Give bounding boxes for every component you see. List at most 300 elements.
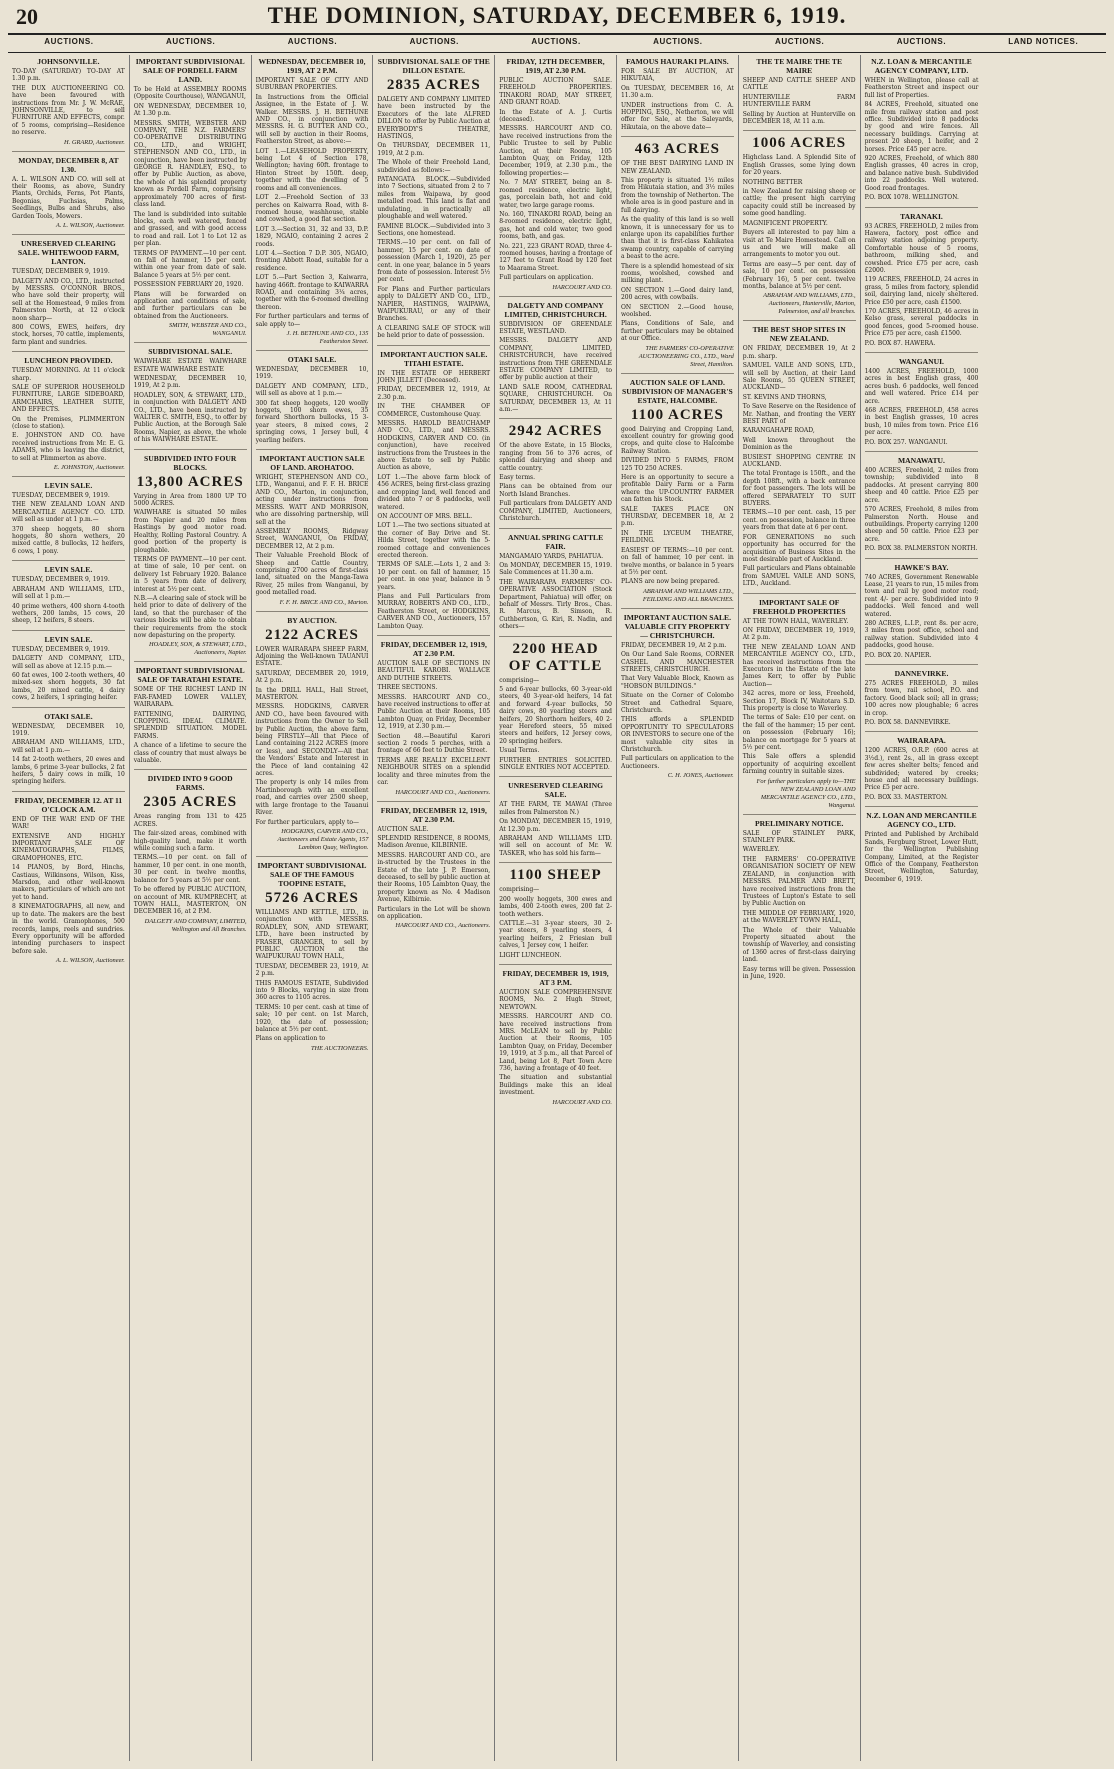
ad-text: TUESDAY, DECEMBER 23, 1919, At 2 p.m. (255, 962, 369, 978)
newspaper-title: THE DOMINION, SATURDAY, DECEMBER 6, 1919. (267, 3, 847, 28)
ad-column (617, 55, 739, 1761)
advertisement (865, 212, 979, 354)
ad-text: Usual Terms. (499, 747, 540, 755)
ad-text: 93 ACRES, FREEHOLD, 2 miles from Hawera, factory, post office and railway station adjoining property. Comfortable house of 5 rooms, bathroom, milking shed, and cowshed. Price £75 per acre, cash £2000. (864, 222, 979, 274)
ad-text: DIVIDED INTO 5 FARMS, FROM 125 TO 250 ACRES. (620, 457, 734, 472)
ad-text: UNDER instructions from C. A. HOPPING, ESQ., Netherton, we will offer for Sale, at the Saleyards, Hikutaia, on the above date— (620, 101, 734, 131)
ad-text: On THURSDAY, DECEMBER 11, 1919, At 2 p.m. (377, 142, 491, 157)
ad-text: The Whole of their Valuable Property situated about the township of Waverley, and consisting of 1360 acres of first-class dairying land. (742, 926, 856, 964)
column-heading: AUCTIONS. (653, 37, 703, 46)
ad-text: ON WEDNESDAY, DECEMBER 10, At 1.30 p.m. (133, 102, 247, 118)
ad-text: AUCTION SALE COMPREHENSIVE ROOMS, No. 2 Hugh Street, NEWTOWN. (499, 988, 612, 1011)
ad-heading: IMPORTANT AUCTION SALE. VALUABLE CITY PROPERTY— CHRISTCHURCH. (623, 612, 732, 640)
ad-text: good Dairying and Cropping Land, excellent country for growing good crops, and quite close to Halcombe Railway Station. (620, 425, 734, 455)
ad-text: MESSRS. HARCOURT AND CO., are in-structed by the Trustees in the Estate of the late J. P. Emerson, deceased, to sell by public auction at their Rooms, 105 Lambton Quay, the property known as No. 4 Madison Avenue, Kilbirnie. (377, 851, 491, 904)
ad-heading: N.Z. LOAN & MERCANTILE AGENCY COMPANY, LTD. (871, 57, 972, 75)
ad-heading: FRIDAY, DECEMBER 12. AT 11 O'CLOCK A.M. (14, 795, 123, 814)
ad-text: 740 ACRES, Government Renewable Lease, 21 years to run, 15 miles from town and rail by good motor road; rent 4/- per acre. Subdivided into 9 paddocks. Well fenced and well watered. (864, 573, 979, 618)
column-heading: AUCTIONS. (287, 37, 338, 46)
ad-text: Full particulars from DALGETY AND COMPANY, LIMITED, Auctioneers, Christchurch. (499, 500, 612, 523)
ad-text: ASSEMBLY ROOMS, Ridgway Street, WANGANUI, On FRIDAY, DECEMBER 12, At 2 p.m. (255, 527, 369, 550)
ad-text: WRIGHT, STEPHENSON AND CO., LTD., Wanganui, and F. F. H. BRICE AND CO., Marton, in conjunction, acting under instructions from MESSRS. WATT AND MORRISON, who are dissolving partnership, will sell at the (255, 474, 369, 526)
ad-text: Plans can be obtained from our North Island Branches. (499, 483, 612, 498)
advertisement (499, 969, 612, 1111)
ad-text: TUESDAY MORNING. At 11 o'clock sharp. (12, 367, 125, 382)
ad-text: Situate on the Corner of Colombo Street and Cathedral Square, Christchurch. (620, 692, 734, 714)
advertisement (377, 57, 490, 346)
advertisement (743, 819, 856, 986)
ad-text: POSSESSION FEBRUARY 20, 1920. (133, 281, 244, 289)
ad-text: Section 48.—Beautiful Karori section 2 roods 5 perches, with a frontage of 66 feet to Duthie Street. (377, 732, 491, 755)
ad-text: SALE OF STAINLEY PARK, STAINLEY PARK. (742, 829, 856, 845)
ad-text: THE NEW ZEALAND LOAN AND MERCANTILE AGENCY CO., LTD., has received instructions from the Executors in the Estate of the late James Kerr, to offer by Public Auction— (742, 643, 856, 688)
ad-heading: LEVIN SALE. (44, 481, 93, 491)
ad-text: TUESDAY, DECEMBER 9, 1919. (12, 268, 110, 276)
ad-heading: LEVIN SALE. (44, 565, 93, 575)
ad-heading: SUBDIVIDED INTO FOUR BLOCKS. (144, 453, 237, 472)
advertisement (12, 156, 125, 235)
ad-heading: FRIDAY, DECEMBER 12, 1919, AT 2.30 P.M. (380, 640, 487, 658)
column-heading: AUCTIONS. (531, 37, 581, 46)
ad-text: No. 7 MAY STREET, being an 8-roomed residence, electric light, gas, porcelain bath, hot and cold water, two large garage rooms. (499, 179, 612, 209)
ad-text: Full particulars and Plans obtainable from SAMUEL VAILE AND SONS, LTD., Auckland. (742, 565, 856, 588)
ad-text: Well known throughout the Dominion as the (742, 436, 856, 452)
ad-heading: UNRESERVED CLEARING SALE. (508, 781, 604, 800)
advertisement (621, 57, 734, 137)
ad-text: LOT 4.—Section 7 D.P. 305, NGAIO, fronting Abbott Road, suitable for a residence. (255, 249, 369, 272)
ad-text: TERMS OF SALE.—Lots 1, 2 and 3: 10 per cent. on fall of hammer, 15 per cent. in one year, balance in 5 years. (377, 561, 491, 591)
ad-text: BUSIEST SHOPPING CENTRE IN AUCKLAND. (742, 453, 856, 469)
ad-text: comprising— (499, 676, 540, 684)
ad-text: Selling by Auction at Hunterville on DECEMBER 18, At 11 a.m. (742, 110, 856, 126)
ad-text: The fair-sized areas, combined with high-quality land, make it worth while coming such a farm. (133, 830, 247, 853)
advertisement (499, 781, 612, 863)
ad-text: A chance of a lifetime to secure the class of country that must always be valuable. (133, 742, 247, 765)
advertisement (256, 616, 369, 857)
ad-text: KARANGAHAPE ROAD, (742, 427, 815, 435)
ad-column (252, 55, 374, 1761)
ad-signature: E. JOHNSTON, Auctioneer. (53, 464, 125, 472)
ad-heading: FRIDAY, DECEMBER 12, 1919, AT 2.30 P.M. (380, 805, 487, 824)
ad-text: No. 160, TINAKORI ROAD, being an 8-roomed residence, electric light, gas, hot and cold water, two good rooms, bath, and gas. (499, 210, 612, 241)
ad-text: AUCTION SALE OF SECTIONS IN BEAUTIFUL KAROBI. WALLACE AND DUTHIE STREETS. (377, 660, 491, 682)
ad-heading: LEVIN SALE. (44, 634, 93, 644)
ad-text: MESSRS. HODGKINS, CARVER AND CO., have been favoured with instructions from the Owner to Sell by Public Auction, the above farm, being FIRSTLY—All that Piece of Land containing 2122 ACRES (more or less), and SECONDLY—All that the Vendors' Estate and Interest in the Piece of land containing 42 acres. (255, 703, 369, 778)
column-heading: AUCTIONS. (44, 37, 94, 46)
ad-signature: ABRAHAM AND WILLIAMS, LTD., Auctioneers, Hunterville, Marton, Palmerston, and all branches. (763, 292, 856, 316)
ad-text: DALGETY AND COMPANY, LTD., will sell as above at 1 p.m.— (255, 382, 369, 398)
ad-text: This property is situated 1½ miles from Hikutaia station, and 3½ miles from the township of Netherton. The whole area is in good pasture and in full dairying. (620, 177, 734, 214)
ad-text: THE FARMERS' CO-OPERATIVE ORGANISATION SOCIETY OF NEW ZEALAND, in conjunction with MESSRS. PALMER AND BRETT, have received instructions from the Trustees of Lupton's Estate to sell by Public Auction on (742, 855, 856, 908)
ad-signature: THE AUCTIONEERS. (310, 1044, 369, 1052)
ad-heading: BY AUCTION. (287, 615, 337, 625)
ad-text: MESSRS. DALGETY AND COMPANY, LIMITED, CHRISTCHURCH, have received instructions from THE GREENDALE ESTATE COMPANY LIMITED, to offer by public auction at their (499, 337, 612, 382)
ad-heading: IMPORTANT AUCTION SALE OF LAND. AROHATOO. (259, 454, 365, 473)
ad-text: E. JOHNSTON AND CO. have received instructions from Mr. E. G. ADAMS, who is leaving the district, to sell at Plimmerton as above. (12, 432, 125, 462)
ad-display-figure: 5726 ACRES (265, 889, 359, 906)
ad-text: On MONDAY, DECEMBER 15, 1919. Sale Commences at 11.30 a.m. (499, 561, 612, 577)
ad-column (130, 55, 252, 1761)
ad-signature: ABRAHAM AND WILLIAMS LTD., FEILDING AND ALL BRANCHES. (642, 587, 734, 603)
ad-text: AT THE TOWN HALL, WAVERLEY. (742, 617, 849, 625)
ad-text: The total Frontage is 150ft., and the depth 108ft., with a back entrance for foot passengers. The lots will be offered SEPARATELY TO SUIT BUYERS. (742, 470, 856, 508)
advertisement (12, 239, 125, 352)
ad-text: ABRAHAM AND WILLIAMS, LTD., will sell at 1 p.m.— (12, 739, 125, 754)
ad-text: On MONDAY, DECEMBER 15, 1919, At 12.30 p.m. (499, 818, 612, 833)
ad-text: In the Estate of A. J. Curtis (deceased). (499, 108, 612, 124)
ad-text: WHEN in Wellington, please call at Featherston Street and inspect our full list of Properties. (864, 77, 979, 99)
ad-signature: HARCOURT AND CO. (552, 283, 612, 291)
ad-text: END OF THE WAR! END OF THE WAR! (12, 815, 125, 831)
ad-text: Full particulars on application to the Auctioneers. (620, 755, 734, 770)
ad-text: DALGETY AND CO., LTD., instructed by MESSRS. O'CONNOR BROS., who have sold their property, will sell at the Homestead, 9 miles from Palmerston North, at 12 o'clock noon sharp— (12, 277, 125, 322)
ad-signature: C. H. JONES, Auctioneer. (667, 772, 734, 780)
ad-text: TERMS.—10 per cent. on fall of hammer, 10 per cent. in one month, 30 per cent. in twelve months, balance for 5 years at 5½ per cent. (133, 854, 247, 884)
advertisement (865, 456, 979, 558)
ad-display-figure: 2835 ACRES (386, 77, 481, 93)
ad-text: The Whole of their Freehold Land, subdivided as follows:— (377, 159, 491, 174)
ad-text: That Very Valuable Block, Known as "HOBSON BUILDINGS." (620, 675, 734, 690)
ad-text: SHEEP AND CATTLE SHEEP AND CATTLE (742, 77, 856, 92)
ad-text: THE DUX AUCTIONEERING CO. have been favoured with instructions from Mr. J. W. McRAE, JOHNSONVILLE, to sell FURNITURE AND EFFECTS, compr. of 5 rooms, comprising—Residence no reserve. (12, 84, 125, 137)
ad-text: IN THE LYCEUM THEATRE, FEILDING. (620, 529, 734, 545)
ad-text: THE NEW ZEALAND LOAN AND MERCANTILE AGENCY CO. LTD. will sell as under at 1 p.m.— (12, 501, 125, 524)
advertisement (377, 806, 490, 935)
ad-text: SATURDAY, DECEMBER 20, 1919, At 2 p.m. (255, 669, 369, 685)
ad-text: ABRAHAM AND WILLIAMS LTD. will sell on account of Mr. W. TASKER, who has sold his farm— (499, 835, 612, 857)
masthead (0, 0, 1114, 34)
ad-signature: For further particulars apply to—THE NEW ZEALAND LOAN AND MERCANTILE AGENCY CO., LTD., Wanganui. (756, 777, 856, 809)
ad-text: AUCTION SALE. (377, 825, 429, 833)
advertisement (377, 350, 490, 636)
ad-signature: F. F. H. BRICE AND CO., Marton. (279, 598, 369, 606)
heading-rule (8, 52, 1106, 53)
ad-text: LIGHT LUNCHEON. (499, 951, 562, 959)
ad-heading: SUBDIVISIONAL SALE OF THE DILLON ESTATE. (377, 57, 490, 75)
ad-text: DALGETY AND COMPANY, LTD., will sell as above at 12.15 p.m.— (12, 655, 125, 670)
ad-text: TO-DAY (SATURDAY) TO-DAY AT 1.30 p.m. (12, 68, 125, 83)
ad-text: To be offered by PUBLIC AUCTION, on account of MR. KUMPRECHT, at TOWN HALL, MASTERTON, ON DECEMBER 16, at 2 P.M. (133, 886, 247, 916)
ad-text: ON SECTION 2.—Good house, woolshed. (620, 303, 734, 318)
ad-text: In the DRILL HALL, Hall Street, MASTERTON. (255, 686, 369, 701)
ad-heading: IMPORTANT SUBDIVISIONAL SALE OF PORDELL FARM LAND. (135, 57, 245, 84)
ad-text: EASIEST OF TERMS:—10 per cent. on fall of hammer, 10 per cent. in twelve months, or balance in 5 years at 5½ per cent. (620, 546, 734, 576)
ad-text: This Sale offers a splendid opportunity of acquiring excellent farming country in suitable sizes. (742, 753, 856, 776)
ad-text: Here is an opportunity to secure a profitable Dairy Farm or a Farm where the UP-COUNTRY FARMER can fatten his Stock. (620, 474, 734, 504)
ad-heading: DIVIDED INTO 9 GOOD FARMS. (147, 774, 233, 793)
advertisement (865, 736, 979, 807)
advertisement (12, 481, 125, 561)
ad-text: SOME OF THE RICHEST LAND IN FAR-FAMED LOWER VALLEY, WAIRARAPA. (133, 686, 247, 709)
advertisement (743, 57, 856, 131)
ad-text: FRIDAY, DECEMBER 12, 1919, At 2.30 p.m. (377, 386, 491, 401)
ad-signature: HARCOURT AND CO., Auctioneers. (395, 788, 491, 796)
ad-text: Areas ranging from 131 to 425 ACRES. (133, 813, 247, 828)
ad-text: For Plans and Further particulars apply to DALGETY AND CO., LTD., NAPIER, HASTINGS, WAIPAWA, WAIPUKURAU, or any of their Branches. (377, 285, 491, 323)
advertisement (377, 640, 490, 802)
masthead-rule (8, 33, 1106, 35)
ad-text: On TUESDAY, DECEMBER 16, At 11.30 a.m. (620, 84, 734, 100)
ad-signature: THE FARMERS' CO-OPERATIVE AUCTIONEERING CO., LTD., Ward Street, Hamilton. (638, 344, 734, 368)
ad-heading: WANGANUI. (899, 357, 944, 366)
ad-text: THREE SECTIONS. (377, 684, 438, 692)
ad-text: For further particulars, apply to— (255, 818, 359, 826)
advertisement (12, 356, 125, 477)
advertisement (743, 135, 856, 321)
ad-text: In Instructions from the Official Assignee, in the Estate of J. W. Walker. MESSRS. J. H. BETHUNE AND CO., in conjunction with MESSRS. H. G. BUTTER AND CO., will sell by auction in their Rooms, Featherston Street, as above:— (255, 93, 369, 146)
column-heading: AUCTIONS. (409, 37, 459, 46)
ad-text: NOTHING BETTER (742, 178, 803, 186)
ad-text: P.O. BOX 38. PALMERSTON NORTH. (864, 545, 978, 553)
ad-text: 570 ACRES, Freehold, 8 miles from Palmerston North. House and outbuildings. Property carrying 1200 sheep and 50 cattle. Price £23 per acre. (864, 506, 979, 543)
ad-text: MESSRS. HAROLD BEAUCHAMP AND CO., LTD., and MESSRS. HODGKINS, CARVER AND CO. (in conjunction), have received instructions from the Trustees in the above Estate to sell by Public Auction as above, (377, 420, 491, 472)
ad-signature: HARCOURT AND CO., Auctioneers. (395, 922, 491, 930)
advertisement (499, 301, 612, 420)
ad-heading: IMPORTANT SALE OF FREEHOLD PROPERTIES (752, 597, 846, 616)
advertisement (134, 454, 247, 663)
ad-text: 468 ACRES, FREEHOLD, 458 acres in best English grasses, 10 acres bush, 10 miles from town. Price £16 per acre. (864, 407, 979, 437)
ad-text: The situation and substantial Buildings make this an ideal investment. (499, 1074, 612, 1097)
ad-display-figure: 2305 ACRES (143, 794, 238, 811)
ad-text: THIS affords a SPLENDID OPPORTUNITY TO SPECULATORS OR INVESTORS to secure one of the most valuable city sites in Christchurch. (620, 716, 734, 753)
ad-heading: WEDNESDAY, DECEMBER 10, 1919, AT 2 P.M. (258, 57, 366, 75)
ad-text: Easy terms will be given. Possession in June, 1920. (742, 965, 856, 980)
ad-text: Full particulars on application. (499, 274, 594, 282)
ad-text: On the Premises, PLIMMERTON (close to station). (12, 415, 125, 430)
ad-heading: MONDAY, DECEMBER 8, AT 1.30. (18, 155, 119, 174)
ad-heading: SUBDIVISIONAL SALE. (148, 347, 233, 357)
ad-signature: SMITH, WEBSTER AND CO., WANGANUI. (168, 322, 247, 338)
ad-heading: FRIDAY, 12TH DECEMBER, 1919, AT 2.30 P.M. (506, 57, 605, 75)
ad-text: ON SECTION 1.—Good dairy land, 200 acres, with cowbails. (620, 286, 734, 302)
ad-text: FAMINE BLOCK.—Subdivided into 3 Sections, one homestead. (377, 222, 491, 237)
advertisement (256, 861, 369, 1057)
ad-text: N.B.—A clearing sale of stock will be held prior to date of delivery of the land, so that the purchaser of the various blocks will be able to obtain their requirements from the stock now depasturing on the property. (133, 594, 247, 639)
ad-text: FURTHER ENTRIES SOLICITED. SINGLE ENTRIES NOT ACCEPTED. (499, 756, 612, 772)
ad-text: On Our Land Sale Rooms, CORNER CASHEL AND MANCHESTER STREETS, CHRISTCHURCH. (620, 651, 734, 673)
ad-signature: HODGKINS, CARVER AND CO., Auctioneers and Estate Agents, 157 Lambton Quay, Wellington. (277, 827, 369, 851)
ad-text: A CLEARING SALE OF STOCK will be held prior to date of possession. (377, 324, 491, 340)
ad-text: Of the above Estate, in 15 Blocks, ranging from 56 to 376 acres, of splendid dairying and sheep and cattle country. (499, 442, 612, 472)
ad-text: TERMS OF PAYMENT.—10 per cent. on fall of hammer, 15 per cent. within one year from date of sale. Balance 5 years at 5½ per cent. (133, 249, 247, 279)
ad-text: To be Held at ASSEMBLY ROOMS (Opposite Courthouse), WANGANUI, (133, 86, 247, 101)
ad-column (495, 55, 617, 1761)
ad-text: EXTENSIVE AND HIGHLY IMPORTANT SALE OF KINEMATOGRAPHS, FILMS, GRAMOPHONES, ETC. (12, 832, 125, 862)
advertisement (743, 325, 856, 593)
ad-text: P.O. BOX 257. WANGANUI. (864, 438, 948, 446)
ad-text: Particulars in the Lot will be shown on application. (377, 905, 491, 920)
ad-text: 1400 ACRES, FREEHOLD, 1000 acres in best English grass, 400 acres bush. 6 paddocks, well fenced and well watered. Price £14 per acre. (864, 368, 979, 405)
ad-text: 8 KINEMATOGRAPHS, all new, and up to date. The makers are the best in the world. Gramophones, 500 records, lamps, reels and sundries. Every opportunity will be afforded intending purchasers to inspect before sale. (12, 903, 125, 955)
ad-text: Highclass Land. A Splendid Site of English Grasses, some lying down for 20 years. (742, 154, 856, 177)
ad-text: THE MIDDLE OF FEBRUARY, 1920, at the WAVERLEY TOWN HALL, (742, 909, 856, 925)
ad-text: WEDNESDAY, DECEMBER 10, 1919, At 2 p.m. (133, 375, 247, 390)
ad-text: P.O. BOX 1078. WELLINGTON. (864, 194, 959, 202)
ad-text: TUESDAY, DECEMBER 9, 1919. (12, 645, 110, 653)
ad-text: TERMS ARE REALLY EXCELLENT NEIGHBOUR SITES on a splendid locality and three minutes from the car. (377, 756, 491, 787)
ad-text: LOT 5.—Part Section 3, Kaiwarra, having 466ft. frontage to KAIWARRA ROAD, and containing 3¼ acres, together with the 6-roomed dwelling thereon. (255, 274, 369, 311)
ad-text: No. 221, 223 GRANT ROAD, three 4-roomed houses, having a frontage of 127 feet to Grant Road by 120 feet to Maarama Street. (499, 242, 612, 272)
ad-text: There is a splendid homestead of six rooms, woolshed, cowshed and milking plant. (620, 262, 734, 285)
ad-text: ON FRIDAY, DECEMBER 19, 1919, At 2 p.m. (742, 626, 856, 642)
ad-text: 400 ACRES, Freehold, 2 miles from township; subdivided into 8 paddocks. At present carrying 800 sheep and 40 cattle. Price £25 per acre. (864, 467, 979, 504)
ad-column (739, 55, 861, 1761)
ad-heading: THE TE MAIRE THE TE MAIRE (756, 57, 843, 75)
ad-text: in New Zealand for raising sheep or cattle; the present high carrying capacity could still be increased by some good handling. (742, 188, 856, 218)
column-heading: AUCTIONS. (896, 37, 947, 46)
column-heading: AUCTIONS. (165, 37, 216, 46)
ad-heading: HAWKE'S BAY. (894, 562, 949, 572)
ad-heading: IMPORTANT SUBDIVISIONAL SALE OF THE FAMOUS TOOPINE ESTATE, (257, 860, 367, 888)
ad-text: AT THE FARM, TE MAWAI (Three miles from Palmerston N.) (499, 801, 612, 816)
ad-text: TUESDAY, DECEMBER 9, 1919. (12, 576, 110, 584)
ad-text: HOADLEY, SON, & STEWART, LTD., in conjunction with DALGETY AND CO., LTD., have been instructed by WALTER C. SMITH, ESQ., to offer by Public Auction, at the Borough Sale Rooms, Napier, as above, the whole of his WAIWHARE ESTATE. (133, 391, 247, 444)
ad-display-figure: 2122 ACRES (265, 626, 359, 643)
ad-text: FRIDAY, DECEMBER 19, At 2 p.m. (620, 641, 727, 649)
ad-heading: AUCTION SALE OF LAND. SUBDIVISION OF MANAGER'S ESTATE, HALCOMBE. (622, 377, 733, 405)
ad-heading: N.Z. LOAN AND MERCANTILE AGENCY CO., LTD. (866, 811, 977, 830)
ad-display-figure: 463 ACRES (634, 141, 721, 158)
ad-text: 60 fat ewes, 100 2-tooth wethers, 40 mixed-sex shorn hoggets, 30 fat lambs, 20 mixed cattle, 4 dairy cows, 2 heifers, 1 springing heifer. (12, 671, 125, 702)
ad-text: Varying in Area from 1800 UP TO 5000 ACRES. (133, 492, 247, 508)
ad-text: 920 ACRES, Freehold, of which 880 English grasses, 40 acres in crop, and balance native bush. Subdivided into 22 paddocks. Well watered. Good road frontages. (864, 155, 979, 192)
ad-text: ON ACCOUNT OF MRS. BELL. (377, 512, 473, 520)
ad-text: 342 acres, more or less, Freehold, Section 17, Block IV, Waitotara S.D. This property is close to Waverley. (742, 690, 856, 712)
ad-heading: TARANAKI. (900, 211, 943, 221)
ad-text: 370 sheep hoggets, 80 shorn hoggets, 80 shorn wethers, 20 mixed cattle, 8 bullocks, 12 heifers, 6 cows, 1 pony. (12, 525, 125, 555)
ad-signature: HARCOURT AND CO. (552, 1098, 612, 1106)
ad-text: IN THE CHAMBER OF COMMERCE, Customhouse Quay. (377, 403, 491, 418)
ad-heading: ANNUAL SPRING CATTLE FAIR. (507, 532, 604, 551)
ad-signature: H. GRARD, Auctioneer. (64, 138, 125, 146)
ad-heading: DALGETY AND COMPANY LIMITED, CHRISTCHURCH. (504, 300, 607, 319)
advertisement (12, 796, 125, 969)
ad-display-figure: 1100 ACRES (630, 406, 724, 423)
ad-text: As the quality of this land is so well known, it is unnecessary for us to enlarge upon its capabilities further than that it is first-class Kahikatea swamp country, capable of carrying a beast to the acre. (620, 216, 734, 261)
ad-text: LOT 1.—The two sections situated at the corner of Bay Drive and St. Hilda Street, together with the 5-roomed cottage and conveniences erected thereon. (377, 522, 491, 559)
ad-text: 40 prime wethers, 400 shorn 4-tooth wethers, 200 lambs, 15 cows, 20 sheep, 12 heifers, 8 steers. (12, 602, 125, 625)
ad-text: PUBLIC AUCTION SALE. FREEHOLD PROPERTIES. TINAKORI ROAD, MAY STREET, AND GRANT ROAD. (499, 77, 612, 107)
ad-display-figure: 2200 HEAD OF CATTLE (508, 640, 603, 674)
advertisement (134, 666, 247, 770)
ad-text: 14 fat 2-tooth wethers, 20 ewes and lambs, 6 prime 3-year bullocks, 2 fat heifers, 5 dairy cows in milk, 10 springing heifers. (12, 756, 125, 786)
ad-text: comprising— (499, 886, 540, 894)
ad-text: P.O. BOX 33. MASTERTON. (864, 793, 948, 801)
advertisement (499, 533, 612, 637)
ad-text: WAVERLEY. (742, 846, 780, 854)
ad-heading: IMPORTANT SUBDIVISIONAL SALE OF TARATAHI ESTATE. (135, 666, 245, 685)
ad-text: LAND SALE ROOM, CATHEDRAL SQUARE, CHRISTCHURCH. On SATURDAY, DECEMBER 13, At 11 a.m.— (499, 383, 612, 414)
advertisement (134, 774, 247, 937)
ad-text: TERMS OF PAYMENT.—10 per cent. at time of sale, 10 per cent. on delivery 1st February 1920. Balance in 5 years from date of delivery, interest at 5½ per cent. (133, 555, 247, 593)
advertisement (499, 867, 612, 965)
ad-signature: HOADLEY, SON, & STEWART, LTD., Auctioneers, Napier. (148, 641, 247, 657)
ad-text: LOT 3.—Section 31, 32 and 33, D.P. 1829, NGAIO, containing 2 acres 2 roods. (255, 225, 369, 248)
ad-heading: IMPORTANT AUCTION SALE. TITAHI ESTATE. (380, 349, 488, 368)
ad-text: MESSRS. HARCOURT AND CO. have received instructions from MRS. McLEAN to sell by Public Auction at their Rooms, 105 Lambton Quay, on Friday, December 19, 1919, at 3 p.m., all that Parcel of Land, being Lot 8, Part Town Acre 736, having a frontage of 40 feet. (499, 1013, 612, 1072)
ad-text: WEDNESDAY, DECEMBER 10, 1919. (255, 366, 369, 381)
ad-text: 84 ACRES, Freehold, situated one mile from railway station and post office. Subdivided into 8 paddocks by good and wire fences. All necessary buildings. Carrying at present 20 sheep, 1 heifer, and 2 horses. Price £45 per acre. (864, 101, 979, 153)
ad-text: ABRAHAM AND WILLIAMS, LTD., will sell at 1 p.m.— (12, 585, 125, 601)
advertisement (499, 57, 612, 297)
ad-signature: A. L. WILSON, Auctioneer. (55, 222, 125, 230)
ad-text: Plans on application to (255, 1035, 326, 1043)
advertisement (256, 57, 369, 351)
ad-text: Their Valuable Freehold Block of Sheep and Cattle Country, comprising 2700 acres of first-class land, situated on the Manga-Tawa River, 25 miles from Wanganui, by good metalled road. (255, 552, 369, 597)
ad-text: ON FRIDAY, DECEMBER 19, At 2 p.m. sharp. (742, 345, 856, 360)
ad-column (861, 55, 983, 1761)
advertisement (499, 423, 612, 528)
ad-text: P.O. BOX 58. DANNEVIRKE. (864, 719, 951, 727)
ad-heading: DANNEVIRKE. (894, 669, 949, 678)
advertisement (621, 378, 734, 609)
ad-text: 14 PIANOS, by Bord, Hinchs, Castiaus, Wilkinsons, Wilson, Kiss, Marsdon, and other well-known makers, particulars of which are not yet to hand. (12, 864, 125, 901)
ad-text: FOR GENERATIONS no such opportunity has occurred for the acquisition of Business Sites in the most desirable part of Auckland. (742, 533, 856, 563)
ad-text: FOR SALE BY AUCTION, AT HIKUTAIA, (620, 68, 734, 83)
ad-text: 1200 ACRES, O.R.P. (600 acres at 3½d.), rent 2s., all in grass except few acres shelter belts; fenced and subdivided; watered by creeks; house and all necessary buildings. Price £5 per acre. (864, 747, 979, 792)
ad-heading: LUNCHEON PROVIDED. (24, 356, 113, 366)
ad-text: 300 fat sheep hoggets, 120 woolly hoggets, 100 shorn ewes, 35 forward Shorthorn bullocks, 15 3-year steers, 8 mixed cows, 2 springing cows, 1 Jersey bull, 4 yearling heifers. (255, 399, 369, 444)
ad-text: MESSRS. HARCOURT AND CO. have received instructions from the Public Trustee to sell by Public Auction, at their Rooms, 105 Lambton Quay, on Friday, 12th December, 1919, at 2.30 p.m., the following properties:— (499, 125, 612, 177)
advertisement (621, 141, 734, 373)
ad-text: TUESDAY, DECEMBER 9, 1919. (12, 492, 110, 500)
ad-text: LOT 2.—Freehold Section of 33 perches on Kaiwarra Road, with 8-roomed house, washhouse, stable and cowshed, a good flat section. (255, 194, 369, 224)
ad-text: Terms are easy—5 per cent. day of sale, 10 per cent. on possession (February 16), 5 per cent. twelve months, balance at 5½ per cent. (742, 260, 856, 290)
ad-text: 280 ACRES, L.I.P., rent 8s. per acre, 3 miles from post office, school and railway station. Subdivided into 4 paddocks, good house. (864, 619, 979, 650)
ad-text: ST. KEVINS AND THORNS, (742, 393, 827, 401)
ad-text: HUNTERVILLE FARM HUNTERVILLE FARM (742, 93, 856, 109)
ad-heading: THE BEST SHOP SITES IN NEW ZEALAND. (752, 325, 846, 344)
ad-text: OF THE BEST DAIRYING LAND IN NEW ZEALAND. (620, 160, 734, 175)
advertisement (499, 641, 612, 778)
ad-text: A. L. WILSON AND CO. will sell at their Rooms, as above, Sundry Plants, Orchids, Ferns, Pot Plants, Begonias, Fuchsias, Palms, Seedlings, Bulbs and Shrubs, also Garden Tools, Mowers. (12, 175, 125, 220)
ad-display-figure: 13,800 ACRES (136, 473, 244, 490)
ad-heading: WAIRARAPA. (897, 736, 946, 746)
advertisement (865, 811, 979, 888)
ad-text: PATANGATA BLOCK.—Subdivided into 7 Sections, situated from 2 to 7 miles from Waipawa, by good metalled road. This land is flat and undulating, in practically all ploughable and well watered. (377, 176, 491, 221)
ad-text: P.O. BOX 87. HAWERA. (864, 339, 936, 347)
ad-text: SALE OF SUPERIOR HOUSEHOLD FURNITURE, LARGE SIDEBOARD, ARMCHAIRS, LEATHER SUITE, AND EFFECTS. (12, 383, 125, 414)
ad-heading: JOHNSONVILLE. (37, 57, 100, 66)
ad-text: Plans, Conditions of Sale, and further particulars may be obtained at our Office. (620, 320, 734, 343)
ad-text: 119 ACRES, FREEHOLD, 24 acres in grass, 5 miles from factory, splendid soil, dairying land, nicely sheltered. Price £50 per acre, cash £1500. (864, 276, 979, 306)
advertisement (865, 669, 979, 732)
ad-text: MESSRS. SMITH, WEBSTER AND COMPANY, THE N.Z. FARMERS' CO-OPERATIVE DISTRIBUTING CO., LTD., and WRIGHT, STEPHENSON AND CO., LTD., in conjunction, have been instructed by GEORGE R. HANDLEY, ESQ., to offer by Public Auction, as above, the whole of his splendid property known as Pordell Farm, comprising approximately 700 acres of first-class land. (133, 119, 247, 209)
advertisement (865, 563, 979, 665)
column-heading: LAND NOTICES. (1008, 37, 1079, 46)
ad-text: 800 COWS, EWES, heifers, dry stock, horses, 70 cattle, implements, farm plant and sundries. (12, 323, 125, 346)
ad-text: P.O. BOX 20. NAPIER. (864, 651, 932, 659)
ad-text: Plans will be forwarded on application and conditions of sale, and further particulars can be obtained from the Auctioneers. (133, 290, 247, 320)
ad-text: WILLIAMS AND KETTLE, LTD., in conjunction with MESSRS. ROADLEY, SON, AND STEWART, LTD., have been instructed by FRASER, GRANGER, to sell by PUBLIC AUCTION at the WAIPUKURAU TOWN HALL, (255, 908, 369, 961)
ad-text: LOT 1.—The above farm block of 456 ACRES, being first-class grazing and cropping land, well fenced and divided into 7 or 8 paddocks, well watered. (377, 473, 491, 511)
ad-text: FATTENING, DAIRYING, CROPPING. IDEAL CLIMATE. SPLENDID SITUATION. MODEL FARMS. (133, 710, 247, 740)
advertisement (134, 347, 247, 449)
advertisement (743, 598, 856, 815)
advertisement (12, 712, 125, 792)
advertisement (865, 57, 979, 208)
ad-text: THE WAIRARAPA FARMERS' CO-OPERATIVE ASSOCIATION (Stock Department, Pahiatua) will offer, on behalf of Messrs. Tirly Bros., Chas. R. Marcus, B. Simson, R. Cuthbertson, G. Kiri, R. Nadin, and others— (499, 578, 612, 631)
ad-text: MANGAMAIO YARDS, PAHIATUA. (499, 552, 604, 560)
advertisement (621, 613, 734, 785)
advertisement (12, 635, 125, 708)
ad-heading: FAMOUS HAURAKI PLAINS. (626, 57, 729, 66)
ad-text: SALE TAKES PLACE ON THURSDAY, DECEMBER 18, At 2 p.m. (620, 505, 734, 528)
advertisement (12, 57, 125, 152)
ad-heading: UNRESERVED CLEARING SALE. WHITEWOOD FARM, LANTON. (17, 239, 119, 267)
ad-text: TERMS.—10 per cent. on fall of hammer, 15 per cent. on date of possession (March 1, 1920), 25 per cent. in one year, balance in 5 years from date of possession. Interest 5½ per cent. (377, 239, 491, 284)
ad-text: Easy terms. (499, 474, 536, 482)
